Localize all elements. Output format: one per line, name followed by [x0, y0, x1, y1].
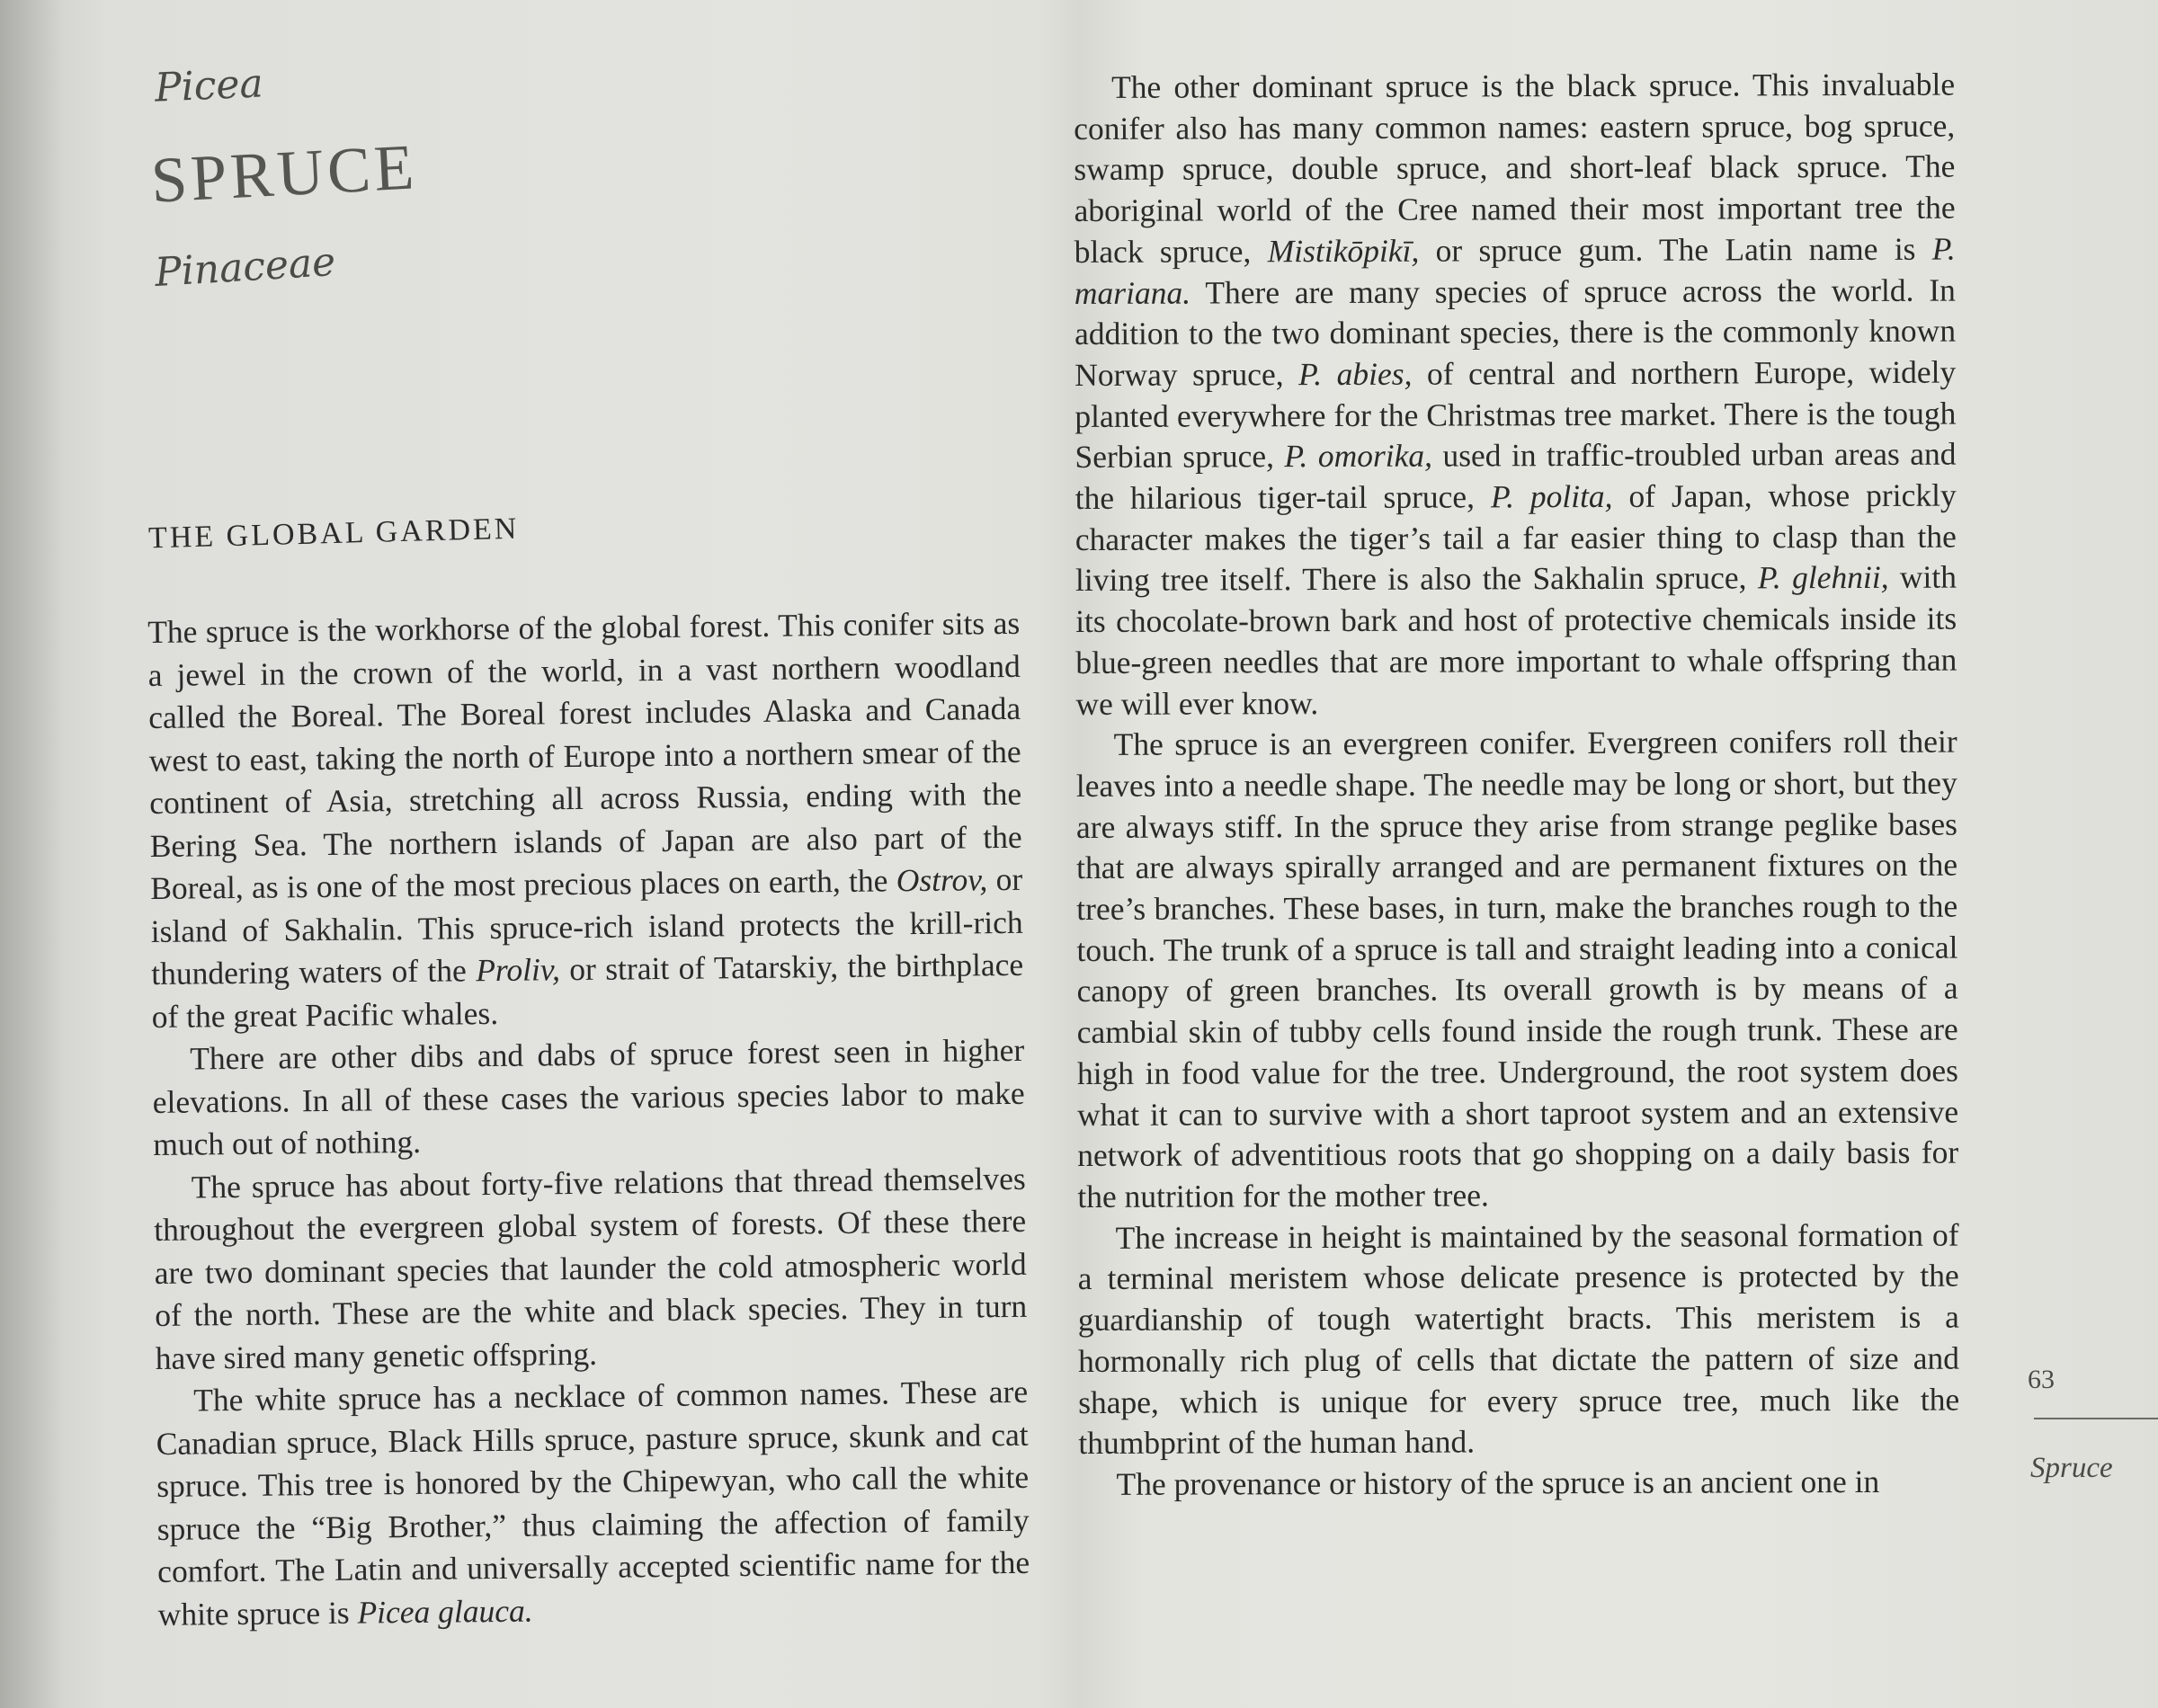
italic-term: P. abies, — [1298, 355, 1413, 393]
paragraph-text: or spruce gum. The Latin name is — [1419, 230, 1932, 269]
paragraph-text: The spruce is the workhorse of the global forest. This conifer sits as a jewel in the crown of the world, in a vast northern woodland called the Boreal. The Boreal forest includes Alaska and Canada west to east, taking the north of Europe into a northern smear of the continent of Asia, stretching all across Russia, ending with the Bering Sea. The northern islands of Japan are also part of the Boreal, as is one of the most precious places on earth, the — [147, 604, 1022, 906]
running-head-rule — [2034, 1418, 2158, 1419]
page-edge-shadow — [0, 0, 63, 1708]
italic-term: Ostrov, — [896, 861, 988, 899]
paragraph-text: or strait of Tatarskiy, the birthplace of the great Pacific whales. — [151, 946, 1024, 1035]
paragraph-text: The increase in height is maintained by the seasonal formation of a terminal meristem whose delicate presence is protected by the guardianship of tough watertight bracts. This meristem is a hormonally rich plug of cells that dictate the pattern of size and shape, which is unique for every spruce tree, much like the thumbprint of the human hand. — [1077, 1216, 1960, 1462]
page-number: 63 — [2028, 1365, 2055, 1394]
running-head: Spruce — [2030, 1452, 2113, 1484]
right-page — [1070, 67, 1969, 1686]
paragraph-text: with its chocolate-brown bark and host of protective chemicals inside its blue-green needles that are more important to whale offspring than we will ever know. — [1075, 559, 1957, 722]
paragraph-text: used in traffic-troubled urban areas and the hilarious tiger-tail spruce, — [1075, 435, 1957, 517]
left-page — [135, 54, 1030, 1672]
body-paragraph — [1074, 65, 1957, 725]
italic-term: P. polita, — [1490, 477, 1613, 515]
body-paragraph — [156, 1371, 1030, 1636]
paragraph-text: The spruce is an evergreen conifer. Evergreen conifers roll their leaves into a needle shape. The needle may be long or short, but they are always stiff. In the spruce they arise from strange peglike bases that are always spirally arranged and are permanent fixtures on the tree’s branches. These bases, in turn, make the branches rough to the touch. The trunk of a spruce is tall and straight leading into a conical canopy of green branches. Its overall growth is by means of a cambial skin of tubby cells found inside the rough trunk. These are high in food value for the tree. Underground, the root system does what it can to survive with a short taproot system and an extensive network of adventitious roots that go shopping on a daily basis for the nutrition for the mother tree. — [1075, 723, 1959, 1214]
paragraph-text: The provenance or history of the spruce is an ancient one in — [1116, 1463, 1880, 1502]
italic-term: P. mariana. — [1074, 230, 1956, 311]
italic-term: Proliv, — [475, 951, 561, 989]
body-paragraph — [153, 1157, 1027, 1380]
paragraph-text: The white spruce has a necklace of common names. These are Canadian spruce, Black Hills spruce, pasture spruce, skunk and cat spruce. This tree is honored by the Chipewyan, who call the white spruce the “Big Brother,” thus claiming the affection of family comfort. The Latin and universally accepted scientific name for the white spruce is — [156, 1373, 1030, 1632]
paragraph-text: The spruce has about forty-five relations that thread themselves throughout the evergreen global system of forests. Of these there are two dominant species that launder the cold atmospheric world of the north. These are the white and black species. They in turn have sired many genetic offspring. — [153, 1160, 1028, 1376]
body-paragraph — [147, 602, 1024, 1038]
paragraph-text: of central and northern Europe, widely planted everywhere for the Christmas tree market. There is the tough Serbian spruce, — [1075, 353, 1957, 476]
italic-term: P. glehnii, — [1757, 559, 1889, 596]
body-paragraph — [1077, 1214, 1959, 1464]
paragraph-text: The other dominant spruce is the black spruce. This invaluable conifer also has many common names: eastern spruce, bog spruce, swamp spruce, double spruce, and short-leaf black spruce. The aboriginal world of the Cree named their most important tree the black spruce, — [1074, 66, 1956, 270]
paragraph-text: or island of Sakhalin. This spruce-rich island protects the krill-rich thundering waters of the — [150, 860, 1023, 992]
body-paragraph — [152, 1029, 1025, 1167]
section-heading: THE GLOBAL GARDEN — [147, 512, 520, 556]
chapter-title: SPRUCE — [149, 130, 419, 217]
right-body-text — [1074, 65, 1960, 1506]
genus-name: Picea — [153, 60, 264, 111]
italic-term: Picea glauca. — [357, 1592, 533, 1631]
family-name: Pinaceae — [153, 238, 337, 297]
paragraph-text: of Japan, whose prickly character makes the tiger’s tail a far easier thing to clasp than the living tree itself. There is also the Sakhalin spruce, — [1075, 476, 1957, 599]
italic-term: P. omorika, — [1284, 437, 1433, 475]
paragraph-text: There are many species of spruce across the world. In addition to the two dominant species, there is the commonly known Norway spruce, — [1074, 271, 1957, 393]
paragraph-text: There are other dibs and dabs of spruce forest seen in higher elevations. In all of these cases the various species labor to make much out of nothing. — [152, 1031, 1025, 1162]
italic-term: Mistikōpikī, — [1267, 232, 1420, 270]
left-body-text — [147, 602, 1030, 1636]
body-paragraph — [1078, 1461, 1959, 1505]
body-paragraph — [1076, 722, 1959, 1218]
